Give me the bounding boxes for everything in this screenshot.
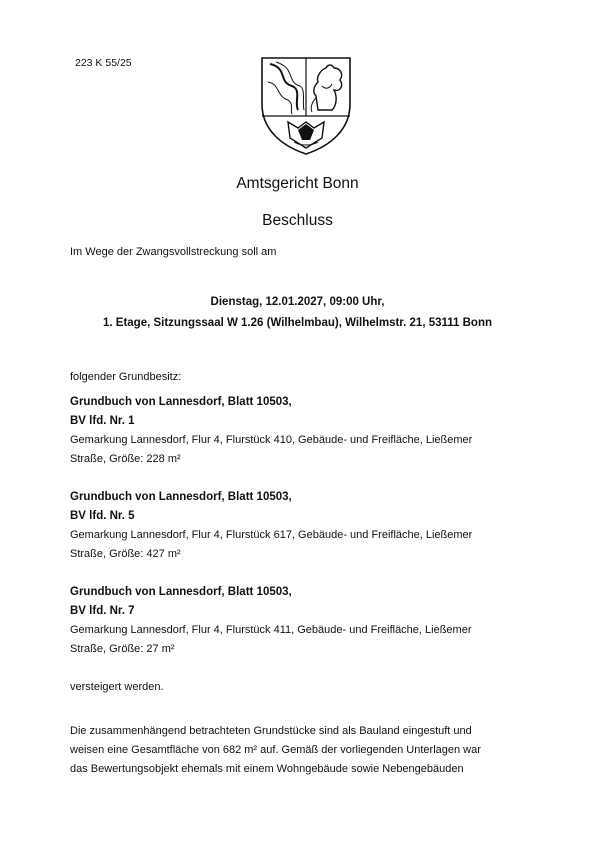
parcel-description: Gemarkung Lannesdorf, Flur 4, Flurstück 617, Gebäude- und Freifläche, Ließemer	[70, 529, 473, 541]
auction-location: 1. Etage, Sitzungssaal W 1.26 (Wilhelmbau), Wilhelmstr. 21, 53111 Bonn	[103, 317, 492, 329]
document-title: Beschluss	[262, 212, 333, 229]
parcel-description: Straße, Größe: 427 m²	[70, 548, 181, 560]
parcel-bv-number: BV lfd. Nr. 1	[70, 415, 135, 427]
description-paragraph	[70, 722, 530, 779]
parcel-register: Grundbuch von Lannesdorf, Blatt 10503,	[70, 396, 292, 408]
parcel-block	[70, 488, 530, 564]
intro-text: Im Wege der Zwangsvollstreckung soll am	[70, 246, 277, 258]
paragraph-line: weisen eine Gesamtfläche von 682 m² auf. Gemäß der vorliegenden Unterlagen war	[70, 744, 481, 756]
paragraph-line: Die zusammenhängend betrachteten Grundstücke sind als Bauland eingestuft und	[70, 725, 472, 737]
court-name: Amtsgericht Bonn	[236, 175, 359, 192]
parcel-bv-number: BV lfd. Nr. 7	[70, 605, 135, 617]
parcel-register: Grundbuch von Lannesdorf, Blatt 10503,	[70, 586, 292, 598]
parcel-description: Gemarkung Lannesdorf, Flur 4, Flurstück 411, Gebäude- und Freifläche, Ließemer	[70, 624, 472, 636]
parcel-bv-number: BV lfd. Nr. 5	[70, 510, 135, 522]
parcel-register: Grundbuch von Lannesdorf, Blatt 10503,	[70, 491, 292, 503]
property-intro: folgender Grundbesitz:	[70, 371, 182, 383]
case-number: 223 K 55/25	[75, 57, 132, 69]
parcel-block	[70, 583, 530, 659]
parcel-description: Gemarkung Lannesdorf, Flur 4, Flurstück 410, Gebäude- und Freifläche, Ließemer	[70, 434, 473, 446]
parcel-block	[70, 393, 530, 469]
coat-of-arms-icon	[258, 52, 354, 156]
parcel-description: Straße, Größe: 27 m²	[70, 643, 175, 655]
paragraph-line: das Bewertungsobjekt ehemals mit einem Wohngebäude sowie Nebengebäuden	[70, 763, 464, 775]
closing-text: versteigert werden.	[70, 681, 164, 693]
auction-date: Dienstag, 12.01.2027, 09:00 Uhr,	[210, 296, 385, 308]
parcel-description: Straße, Größe: 228 m²	[70, 453, 181, 465]
